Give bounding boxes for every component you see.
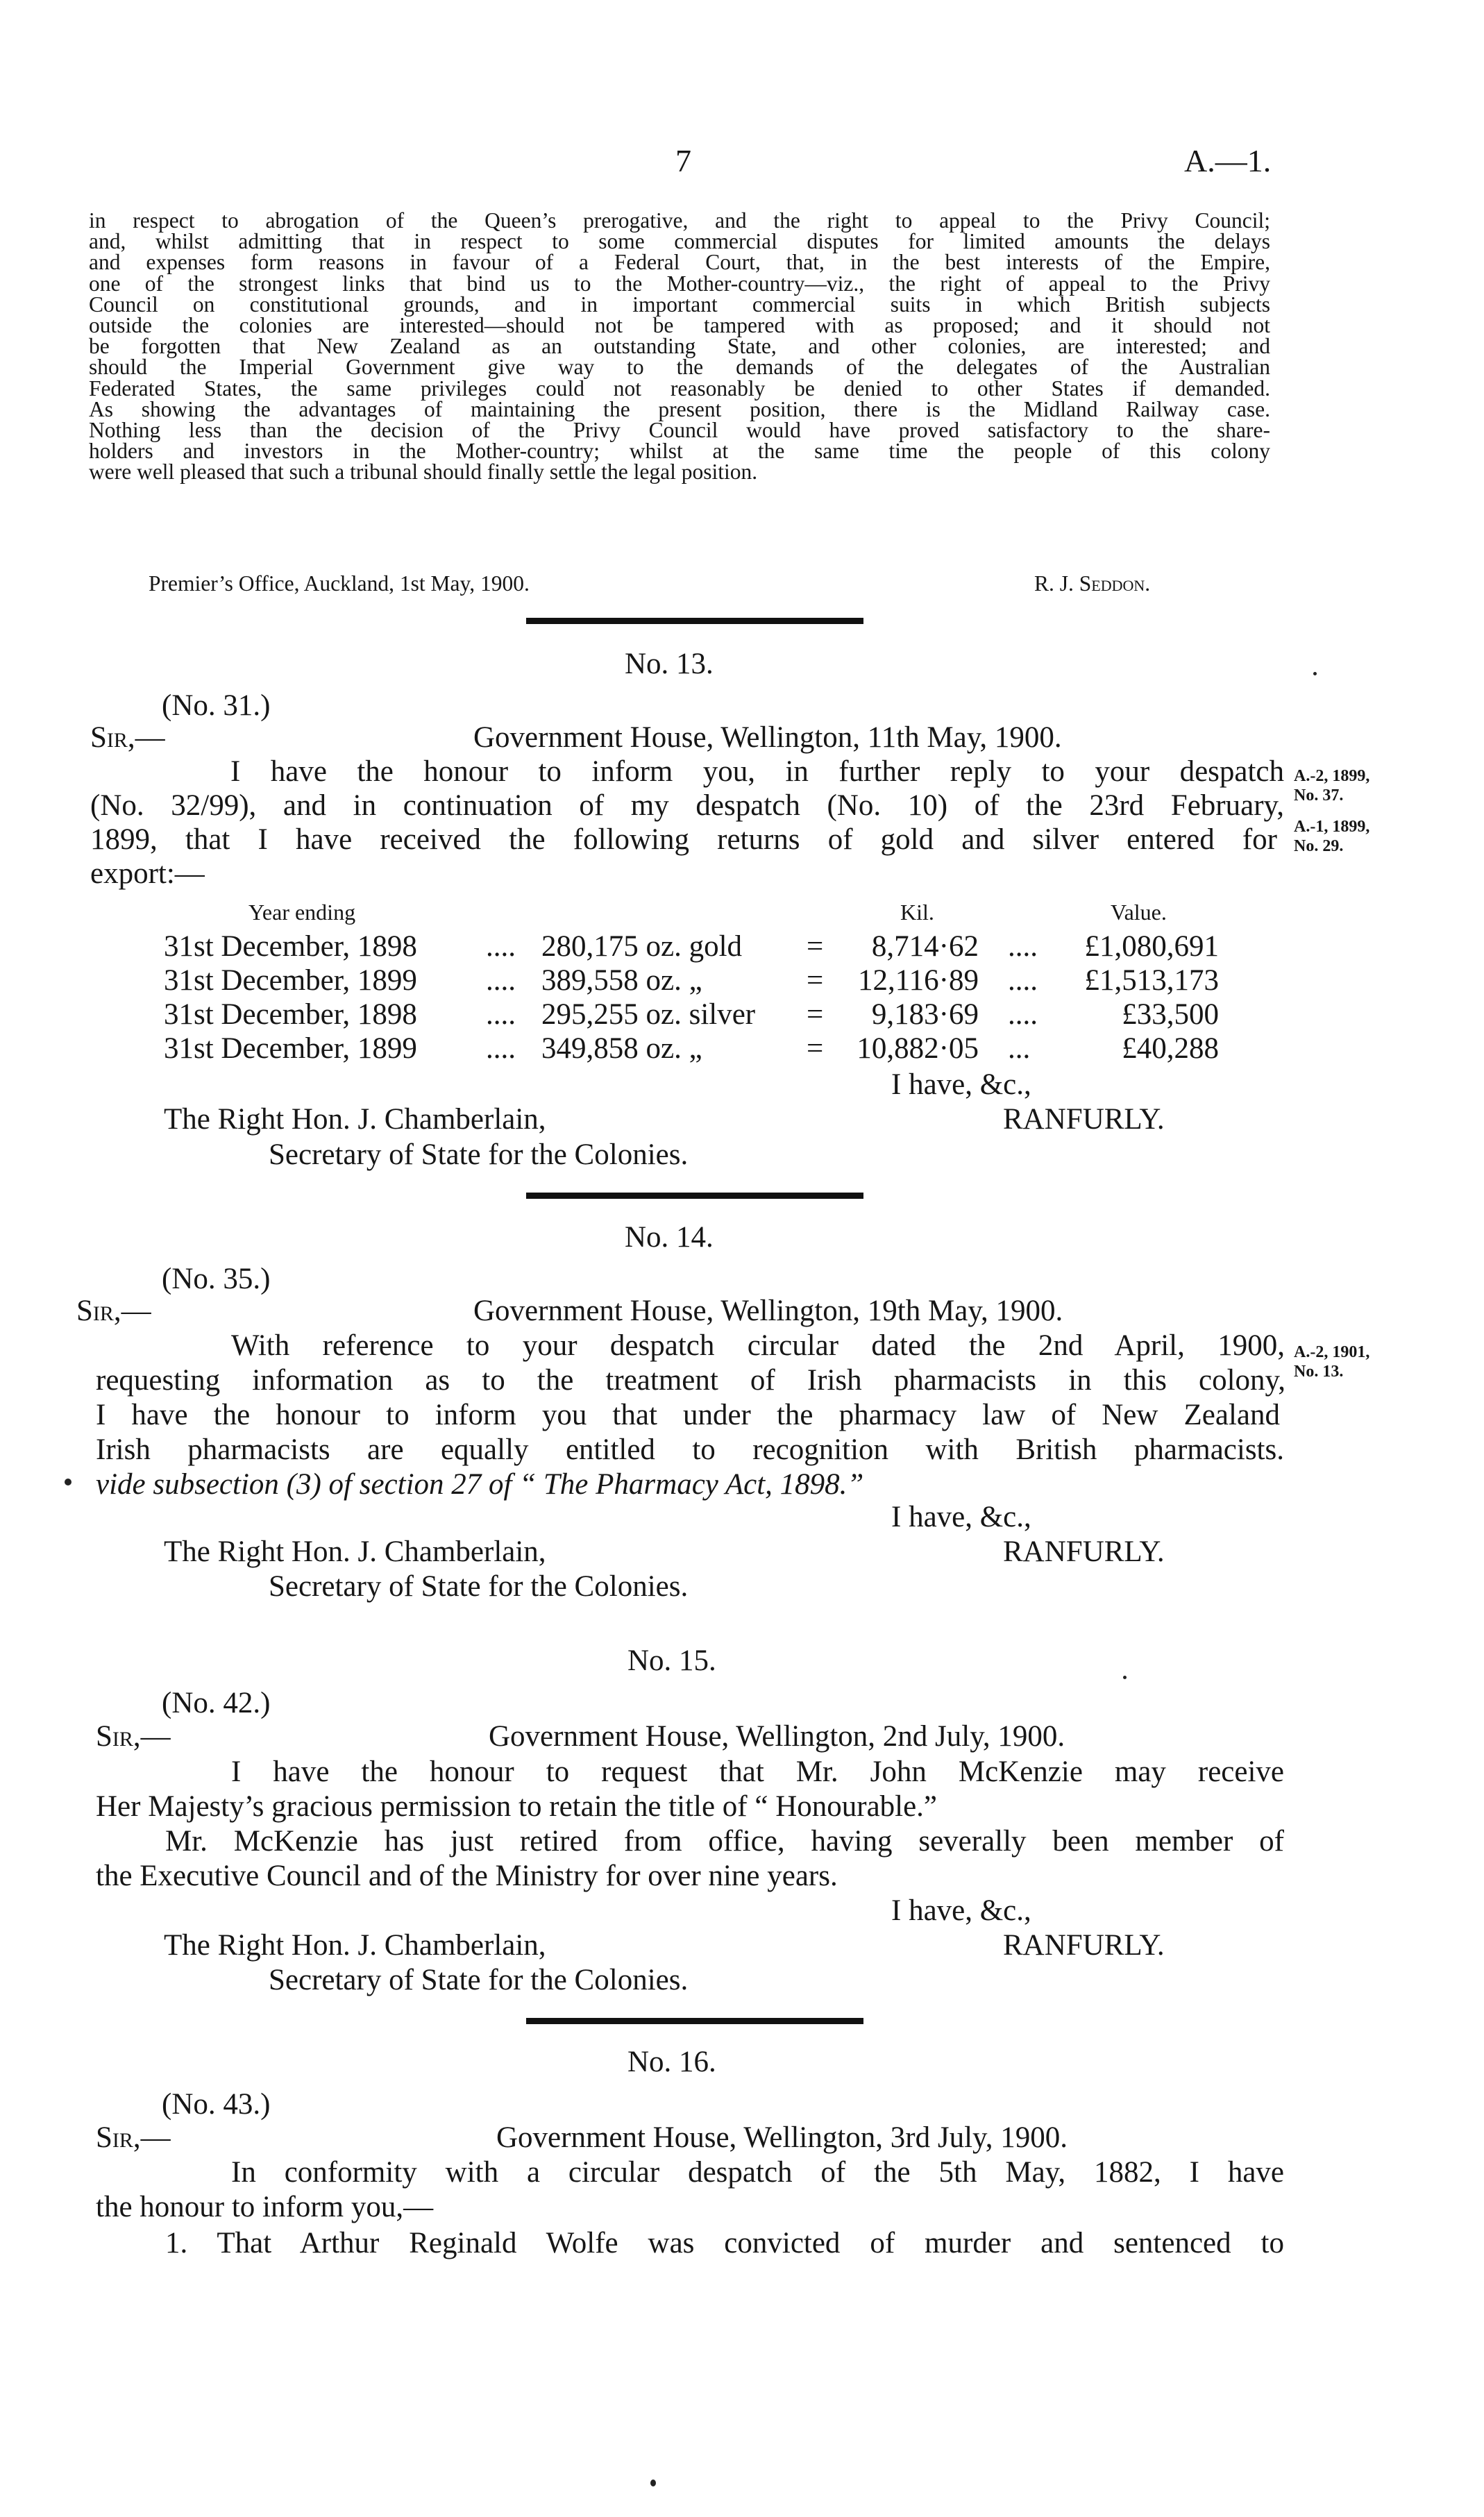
kil-cell: 12,116·89 bbox=[858, 964, 979, 997]
body-line: requesting information as to the treatment of Irish pharmacists in this colony, bbox=[96, 1364, 1285, 1397]
despatch-reference: (No. 35.) bbox=[162, 1263, 271, 1295]
despatch-number: No. 14. bbox=[625, 1221, 714, 1254]
dots: .... bbox=[486, 964, 516, 997]
text-line: As showing the advantages of maintaining the present position, there is the Midland Railway case. bbox=[89, 396, 1270, 421]
addressee-title: Secretary of State for the Colonies. bbox=[269, 1138, 689, 1171]
equals: = bbox=[807, 930, 824, 963]
column-header: Kil. bbox=[900, 900, 934, 925]
text-line: should the Imperial Government give way to the demands of the delegates of the Australian bbox=[89, 355, 1270, 380]
dots: .... bbox=[486, 998, 516, 1031]
signoff-place: Premier’s Office, Auckland, 1st May, 1900. bbox=[149, 571, 530, 596]
body-line: In conformity with a circular despatch of the 5th May, 1882, I have bbox=[231, 2156, 1284, 2189]
document-reference: A.—1. bbox=[1184, 143, 1272, 178]
body-line: (No. 32/99), and in continuation of my despatch (No. 10) of the 23rd February, bbox=[90, 789, 1284, 822]
dots: .... bbox=[1008, 930, 1038, 963]
text-line: and, whilst admitting that in respect to some commercial disputes for limited amounts the delays bbox=[89, 229, 1270, 254]
kil-cell: 8,714·62 bbox=[871, 930, 979, 963]
quantity-cell: 295,255 oz. silver bbox=[541, 998, 756, 1031]
despatch-number: No. 13. bbox=[625, 648, 714, 680]
place-date: Government House, Wellington, 19th May, 1900. bbox=[473, 1295, 1063, 1327]
body-line: With reference to your despatch circular dated the 2nd April, 1900, bbox=[231, 1329, 1285, 1362]
column-header: Year ending bbox=[248, 900, 356, 925]
year-cell: 31st December, 1899 bbox=[164, 964, 417, 997]
value-cell: £33,500 bbox=[1122, 998, 1219, 1031]
signature: RANFURLY. bbox=[1003, 1535, 1165, 1568]
text-line: Council on constitutional grounds, and in important commercial suits in which British subjects bbox=[89, 292, 1270, 317]
kil-cell: 10,882·05 bbox=[857, 1032, 979, 1065]
year-cell: 31st December, 1898 bbox=[164, 998, 417, 1031]
despatch-reference: (No. 43.) bbox=[162, 2088, 271, 2121]
addressee: The Right Hon. J. Chamberlain, bbox=[164, 1929, 546, 1962]
closing: I have, &c., bbox=[891, 1894, 1031, 1927]
scan-mark bbox=[1123, 1676, 1127, 1679]
salutation: Sir,— bbox=[76, 1295, 151, 1327]
signature: RANFURLY. bbox=[1003, 1929, 1165, 1962]
salutation: Sir,— bbox=[96, 2121, 171, 2154]
margin-note: A.-2, 1901, bbox=[1294, 1343, 1370, 1361]
despatch-reference: (No. 31.) bbox=[162, 689, 271, 722]
despatch-number: No. 16. bbox=[627, 2046, 716, 2078]
scan-mark bbox=[650, 2480, 656, 2486]
scan-mark bbox=[1313, 672, 1317, 675]
column-header: Value. bbox=[1111, 900, 1167, 925]
section-divider bbox=[526, 1193, 863, 1199]
body-line: I have the honour to inform you, in further reply to your despatch bbox=[230, 755, 1284, 788]
place-date: Government House, Wellington, 11th May, 1900. bbox=[473, 721, 1062, 754]
equals: = bbox=[807, 964, 824, 997]
despatch-number: No. 15. bbox=[627, 1644, 716, 1677]
salutation: Sir,— bbox=[90, 721, 165, 754]
place-date: Government House, Wellington, 2nd July, 1900. bbox=[489, 1720, 1065, 1753]
body-line: I have the honour to inform you that under the pharmacy law of New Zealand bbox=[96, 1399, 1280, 1431]
dots: .... bbox=[486, 1032, 516, 1065]
year-cell: 31st December, 1898 bbox=[164, 930, 417, 963]
closing: I have, &c., bbox=[891, 1501, 1031, 1533]
scan-mark bbox=[65, 1479, 71, 1485]
quantity-cell: 280,175 oz. gold bbox=[541, 930, 743, 963]
quantity-cell: 389,558 oz. „ bbox=[541, 964, 702, 997]
dots: ... bbox=[1008, 1032, 1031, 1065]
body-line: the Executive Council and of the Ministry for over nine years. bbox=[96, 1860, 838, 1892]
text-line: Nothing less than the decision of the Privy Council would have proved satisfactory to the share- bbox=[89, 417, 1270, 442]
text-line: Federated States, the same privileges could not reasonably be denied to other States if demanded. bbox=[89, 376, 1270, 401]
page-number: 7 bbox=[675, 143, 691, 178]
section-divider bbox=[526, 618, 863, 624]
closing: I have, &c., bbox=[891, 1068, 1031, 1101]
margin-note: No. 37. bbox=[1294, 786, 1344, 805]
dots: .... bbox=[1008, 998, 1038, 1031]
margin-note: No. 13. bbox=[1294, 1363, 1344, 1381]
year-cell: 31st December, 1899 bbox=[164, 1032, 417, 1065]
dots: .... bbox=[486, 930, 516, 963]
salutation: Sir,— bbox=[96, 1720, 171, 1753]
place-date: Government House, Wellington, 3rd July, 1900. bbox=[496, 2121, 1068, 2154]
section-divider bbox=[526, 2018, 863, 2024]
text-line: in respect to abrogation of the Queen’s prerogative, and the right to appeal to the Privy Council; bbox=[89, 208, 1270, 233]
body-line: vide subsection (3) of section 27 of “ The Pharmacy Act, 1898.” bbox=[96, 1468, 864, 1501]
text-line: be forgotten that New Zealand as an outstanding State, and other colonies, are interested; and bbox=[89, 334, 1270, 359]
text-line: and expenses form reasons in favour of a Federal Court, that, in the best interests of the Empire, bbox=[89, 250, 1270, 275]
body-line: Irish pharmacists are equally entitled to recognition with British pharmacists. bbox=[96, 1433, 1284, 1466]
addressee-title: Secretary of State for the Colonies. bbox=[269, 1964, 689, 1996]
body-line: I have the honour to request that Mr. John McKenzie may receive bbox=[231, 1756, 1284, 1788]
equals: = bbox=[807, 1032, 824, 1065]
despatch-reference: (No. 42.) bbox=[162, 1687, 271, 1719]
quantity-cell: 349,858 oz. „ bbox=[541, 1032, 702, 1065]
body-line: Mr. McKenzie has just retired from office, having severally been member of bbox=[165, 1825, 1284, 1858]
addressee: The Right Hon. J. Chamberlain, bbox=[164, 1103, 546, 1136]
body-line: 1. That Arthur Reginald Wolfe was convicted of murder and sentenced to bbox=[165, 2227, 1284, 2259]
kil-cell: 9,183·69 bbox=[871, 998, 979, 1031]
text-line: one of the strongest links that bind us to the Mother-country—viz., the right of appeal to the Privy bbox=[89, 271, 1270, 296]
body-line: Her Majesty’s gracious permission to retain the title of “ Honourable.” bbox=[96, 1790, 938, 1823]
body-line: 1899, that I have received the following returns of gold and silver entered for bbox=[90, 823, 1277, 856]
body-line: export:— bbox=[90, 857, 205, 890]
value-cell: £1,080,691 bbox=[1084, 930, 1219, 963]
intro-paragraph bbox=[89, 208, 1270, 485]
signature: RANFURLY. bbox=[1003, 1103, 1165, 1136]
signoff-name: R. J. Seddon. bbox=[1034, 571, 1151, 596]
margin-note: No. 29. bbox=[1294, 837, 1344, 855]
body-line: the honour to inform you,— bbox=[96, 2191, 434, 2223]
value-cell: £40,288 bbox=[1122, 1032, 1219, 1065]
text-line: were well pleased that such a tribunal should finally settle the legal position. bbox=[89, 460, 758, 485]
value-cell: £1,513,173 bbox=[1084, 964, 1219, 997]
text-line: outside the colonies are interested—should not be tampered with as proposed; and it should not bbox=[89, 312, 1270, 337]
dots: .... bbox=[1008, 964, 1038, 997]
equals: = bbox=[807, 998, 824, 1031]
addressee-title: Secretary of State for the Colonies. bbox=[269, 1570, 689, 1603]
margin-note: A.-1, 1899, bbox=[1294, 818, 1370, 836]
margin-note: A.-2, 1899, bbox=[1294, 767, 1370, 785]
addressee: The Right Hon. J. Chamberlain, bbox=[164, 1535, 546, 1568]
text-line: holders and investors in the Mother-country; whilst at the same time the people of this colony bbox=[89, 439, 1270, 464]
